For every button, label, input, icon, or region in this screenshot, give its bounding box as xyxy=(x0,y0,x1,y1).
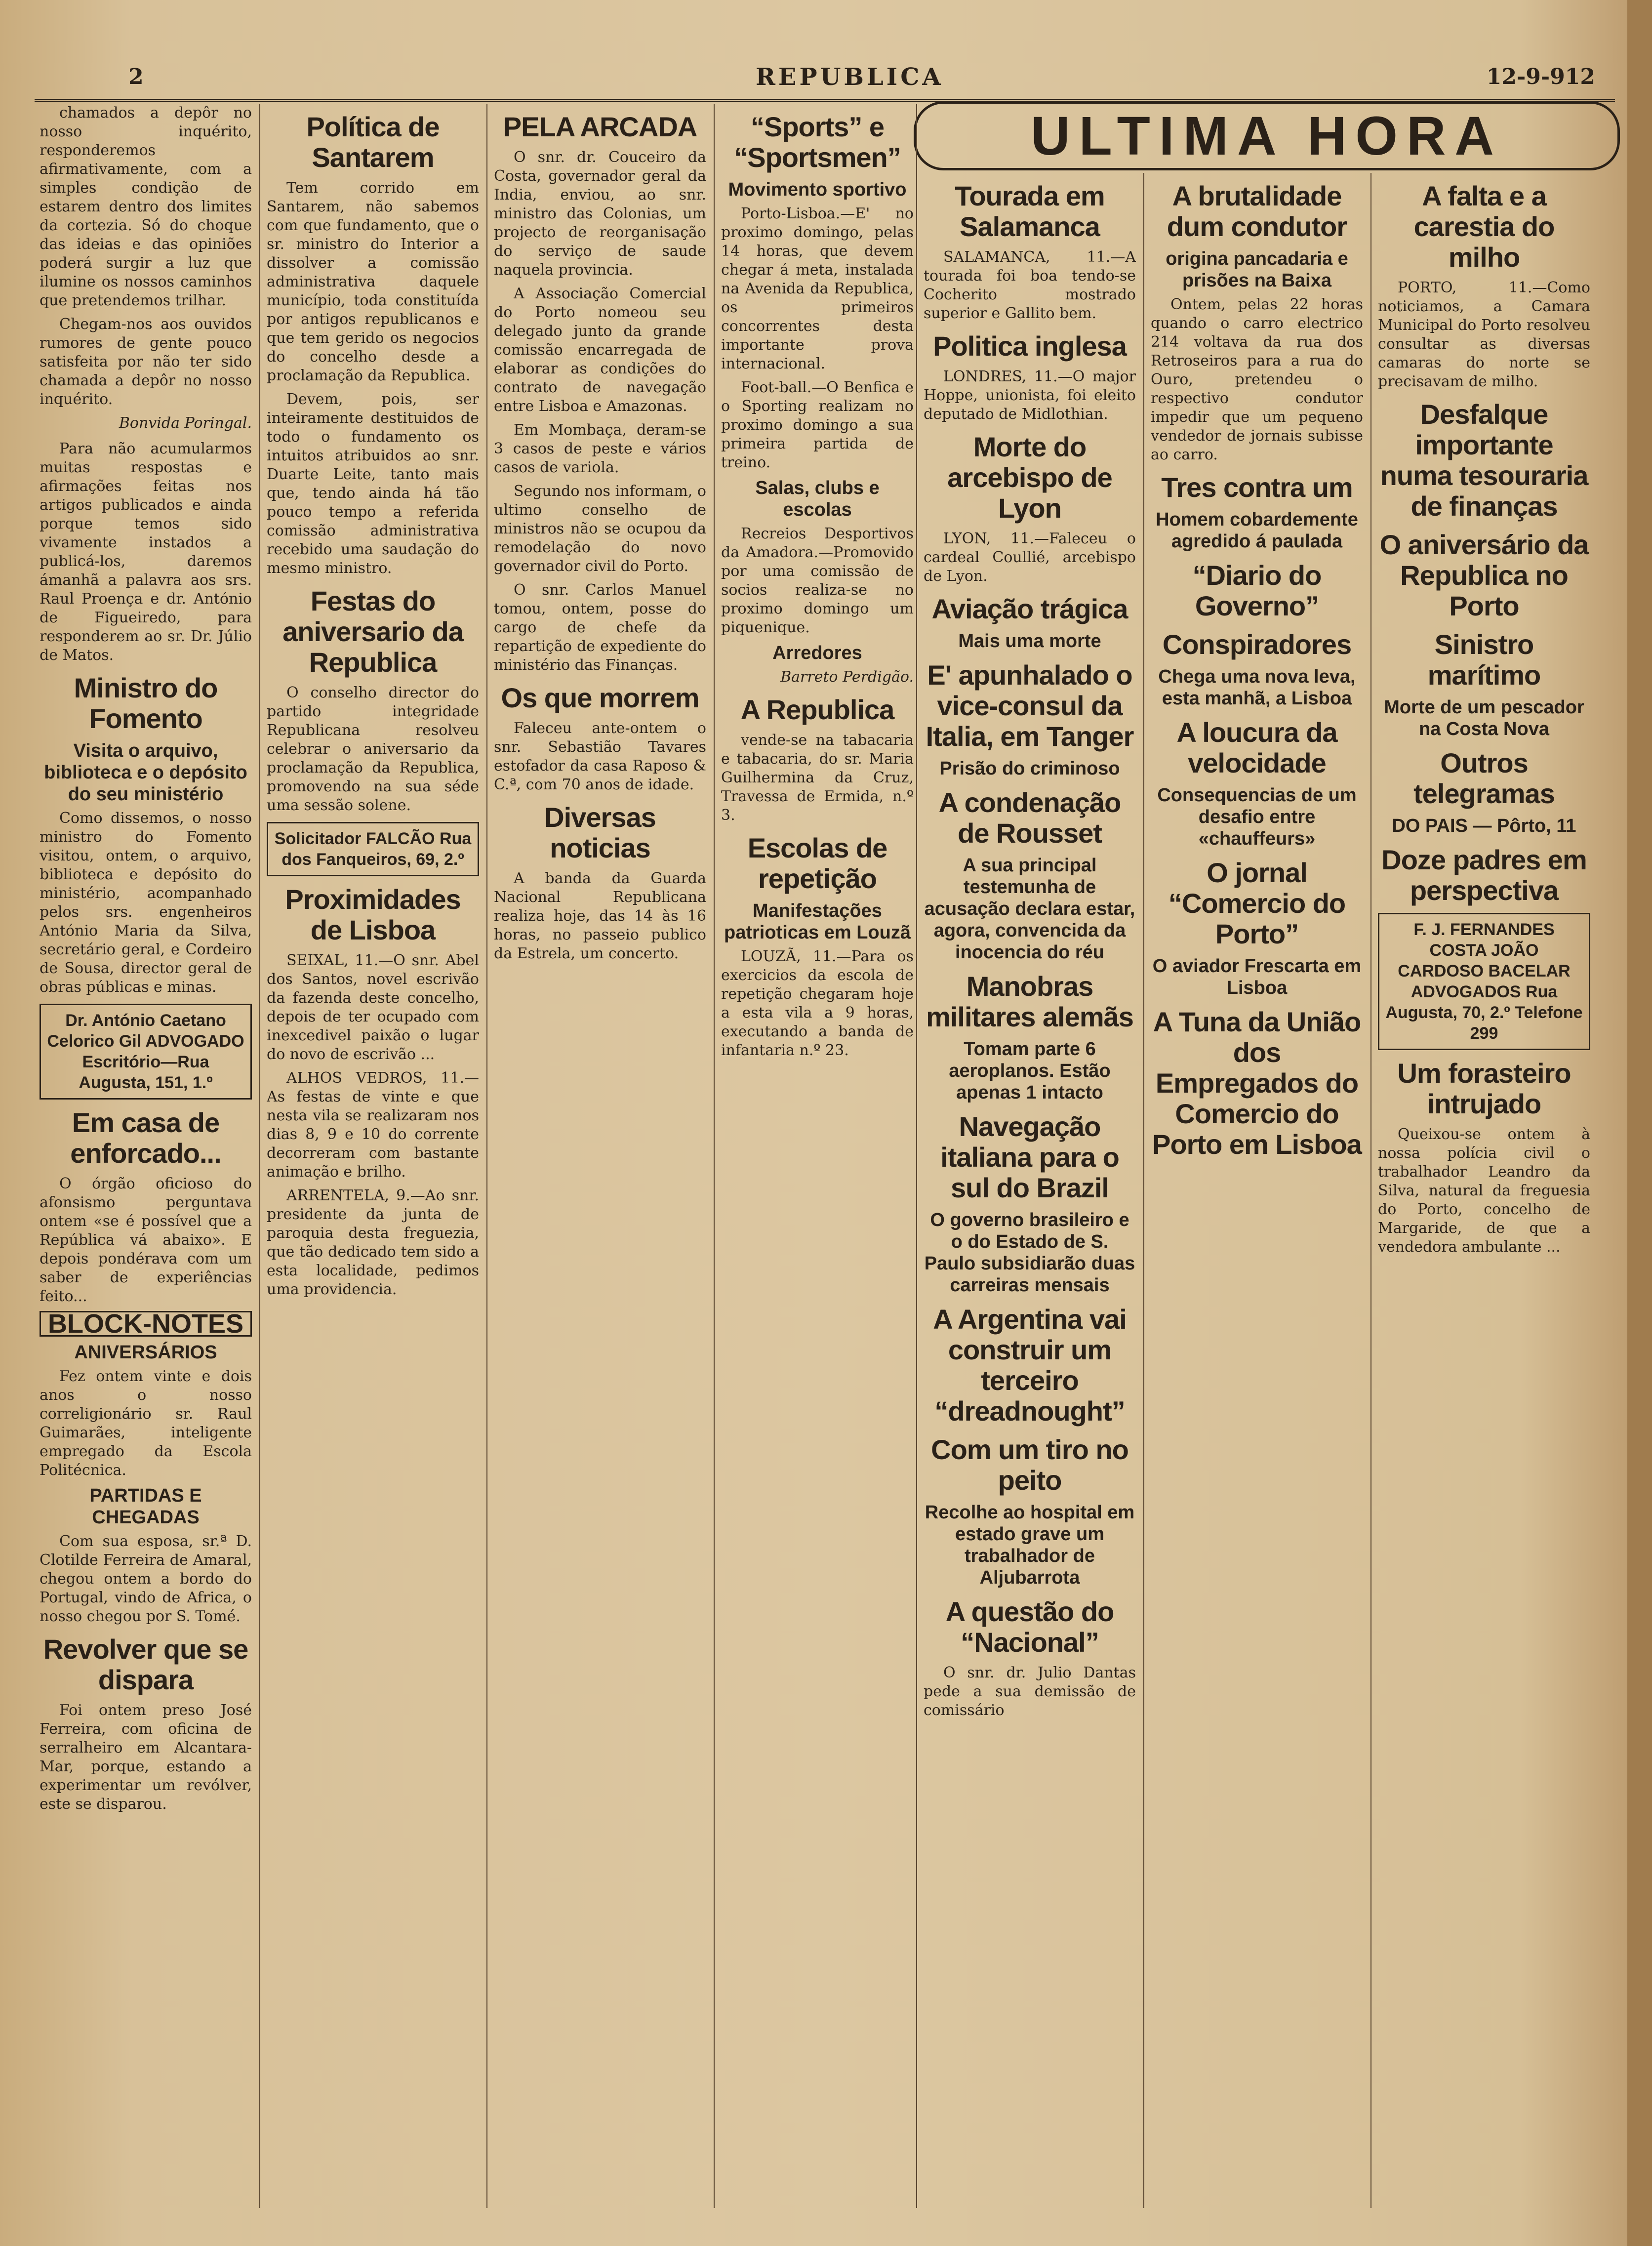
article-headline: Com um tiro no peito xyxy=(931,1434,1128,1496)
column-rule xyxy=(259,104,260,2208)
article-headline: Escolas de repetição xyxy=(747,832,887,894)
article-headline: A Republica xyxy=(740,694,894,725)
column-rule xyxy=(1370,173,1371,2208)
article-subheadline: Mais uma morte xyxy=(958,631,1101,652)
article-paragraph: Com sua esposa, sr.ª D. Clotilde Ferreira de Amaral, chegou ontem a bordo do Portugal, vindo de Africa, o nosso chegou por S. Tomé. xyxy=(40,1533,252,1625)
article-paragraph: ARRENTELA, 9.—Ao snr. presidente da junta de paroquia desta freguezia, que tão dedicado tem sido a esta localidade, pedimos uma providencia. xyxy=(267,1187,479,1298)
article-paragraph: Tem corrido em Santarem, não sabemos com que fundamento, que o sr. ministro do Interior a dissolver a comissão administrativa daquele município, toda constituída por antigos republicanos e que tem gerido os negocios do concelho desde a proclamação da Republica. xyxy=(267,179,479,384)
article-subheadline: Visita o arquivo, biblioteca e o depósito do seu ministério xyxy=(44,740,247,805)
article-headline: Os que morrem xyxy=(501,682,699,713)
page-number: 2 xyxy=(128,64,144,89)
advertisement: Solicitador FALCÃO Rua dos Fanqueiros, 69, 2.º xyxy=(267,822,479,876)
article-headline: Navegação italiana para o sul do Brazil xyxy=(940,1111,1119,1203)
article-headline: Revolver que se dispara xyxy=(43,1633,248,1695)
article-headline: E' apunhalado o vice-consul da Italia, em Tanger xyxy=(926,659,1134,752)
article-headline: Tres contra um xyxy=(1161,472,1353,503)
article-paragraph: O snr. dr. Julio Dantas pede a sua demissão de comissário xyxy=(924,1664,1136,1719)
article-paragraph: Queixou-se ontem à nossa polícia civil o trabalhador Leandro da Silva, natural da freguesia do Porto, concelho de Margaride, de que a vendedora ambulante ... xyxy=(1378,1126,1590,1256)
article-paragraph: A banda da Guarda Nacional Republicana realiza hoje, das 14 às 16 horas, no passeio publico da Estrela, um concerto. xyxy=(494,870,706,962)
article-paragraph: LYON, 11.—Faleceu o cardeal Coullié, arcebispo de Lyon. xyxy=(924,530,1136,585)
section-title: BLOCK-NOTES xyxy=(40,1311,252,1337)
article-subheadline: Consequencias de um desafio entre «chauffeurs» xyxy=(1157,785,1357,849)
article-headline: Morte do arcebispo de Lyon xyxy=(947,431,1112,524)
article-headline: O jornal “Comercio do Porto” xyxy=(1168,857,1346,949)
article-paragraph: Fez ontem vinte e dois anos o nosso correligionário sr. Raul Guimarães, inteligente empregado da Escola Politécnica. xyxy=(40,1368,252,1479)
article-subheadline: Movimento sportivo xyxy=(728,179,907,200)
article-headline: Manobras militares alemãs xyxy=(926,971,1133,1032)
advertisement: Dr. António Caetano Celorico Gil ADVOGADO Escritório—Rua Augusta, 151, 1.º xyxy=(40,1004,252,1100)
article-headline: Política de Santarem xyxy=(306,111,440,173)
paper-name: REPUBLICA xyxy=(756,63,944,91)
article-paragraph: SALAMANCA, 11.—A tourada foi boa tendo-se Cocherito mostrado superior e Gallito bem. xyxy=(924,248,1136,322)
article-subheadline: PARTIDAS E CHEGADAS xyxy=(89,1485,202,1528)
ultima-hora-banner: ULTIMA HORA xyxy=(914,101,1620,170)
article-subheadline: O aviador Frescarta em Lisboa xyxy=(1152,956,1362,998)
article-headline: PELA ARCADA xyxy=(503,111,697,142)
article-headline: Em casa de enforcado... xyxy=(70,1107,221,1169)
article-paragraph: Como dissemos, o nosso ministro do Fomento visitou, ontem, o arquivo, biblioteca e depósito do ministério, acompanhado pelos srs. engenheiros António Maria da Silva, secretário geral, e Cordeiro de Sousa, director geral de obras públicas e minas. xyxy=(40,810,252,996)
article-paragraph: Devem, pois, ser inteiramente destituidos de todo o fundamento os intuitos atribuidos ao snr. Duarte Leite, tanto mais que, tendo ainda há tão pouco tempo a referida comissão administrativa recebido uma saudação do mesmo ministro. xyxy=(267,391,479,577)
article-paragraph: Ontem, pelas 22 horas quando o carro electrico 214 voltava da rua dos Retroseiros para a rua do Ouro, pretendeu o respectivo condutor impedir que um pequeno vendedor de jornais subisse ao carro. xyxy=(1151,296,1363,463)
column-3 xyxy=(494,104,706,2208)
article-paragraph: SEIXAL, 11.—O snr. Abel dos Santos, novel escrivão da fazenda deste concelho, depois de ter ocupado com inexcedivel paixão o lugar do novo de escrivão ... xyxy=(267,952,479,1063)
article-headline: Doze padres em perspectiva xyxy=(1381,844,1587,906)
article-paragraph: PORTO, 11.—Como noticiamos, a Camara Municipal do Porto resolveu consultar as diversas camaras do norte se precisavam de milho. xyxy=(1378,279,1590,390)
column-4 xyxy=(721,104,914,2208)
article-paragraph: LONDRES, 11.—O major Hoppe, unionista, foi eleito deputado de Midlothian. xyxy=(924,368,1136,423)
article-subheadline: DO PAIS — Pôrto, 11 xyxy=(1392,816,1576,836)
article-subheadline: Tomam parte 6 aeroplanos. Estão apenas 1 intacto xyxy=(949,1039,1111,1103)
article-headline: Tourada em Salamanca xyxy=(955,180,1105,242)
article-headline: Proximidades de Lisboa xyxy=(285,884,461,945)
article-subheadline: ANIVERSÁRIOS xyxy=(74,1342,217,1363)
page-header xyxy=(35,54,1615,102)
article-paragraph: Faleceu ante-ontem o snr. Sebastião Tavares estofador da casa Raposo & C.ª, com 70 anos de idade. xyxy=(494,720,706,793)
article-paragraph: chamados a depôr no nosso inquérito, responderemos afirmativamente, com a simples condição de estarem dentro dos limites da cortezia. Só do choque das ideias e das opiniões poderá surgir a luz que ilumine os nossos caminhos que pretendemos trilhar. xyxy=(40,104,252,309)
column-2 xyxy=(267,104,479,2208)
article-paragraph: O snr. Carlos Manuel tomou, ontem, posse do cargo de chefe da repartição de expediente do ministério das Finanças. xyxy=(494,581,706,674)
article-headline: A loucura da velocidade xyxy=(1176,717,1337,778)
issue-date: 12-9-912 xyxy=(1486,64,1595,89)
article-paragraph: O órgão oficioso do afonsismo perguntava ontem «se é possível que a República vá abaixo». E depois pondérava com um saber de experiências feito... xyxy=(40,1175,252,1305)
article-subheadline: Salas, clubs e escolas xyxy=(755,478,880,520)
article-paragraph: Foi ontem preso José Ferreira, com oficina de serralheiro em Alcantara-Mar, porque, estando a experimentar um revólver, este se disparou. xyxy=(40,1702,252,1813)
column-1 xyxy=(40,104,252,2208)
article-subheadline: Chega uma nova leva, esta manhã, a Lisboa xyxy=(1158,666,1356,709)
article-headline: “Diario do Governo” xyxy=(1192,560,1322,621)
article-paragraph: vende-se na tabacaria e tabacaria, do sr. Maria Guilhermina da Cruz, Travessa de Ermida, n.º 3. xyxy=(721,732,914,824)
article-headline: A falta e a carestia do milho xyxy=(1413,180,1555,273)
article-signature: Barreto Perdigão. xyxy=(780,668,914,686)
article-subheadline: Arredores xyxy=(772,643,862,663)
column-rule xyxy=(1143,173,1144,2208)
article-subheadline: Manifestações patrioticas em Louzã xyxy=(724,900,911,943)
article-subheadline: origina pancadaria e prisões na Baixa xyxy=(1166,248,1348,291)
page-edge xyxy=(1627,0,1652,2246)
column-7 xyxy=(1378,173,1590,2208)
article-headline: A condenação de Rousset xyxy=(938,787,1121,849)
article-headline: Sinistro marítimo xyxy=(1427,629,1541,691)
article-headline: Desfalque importante numa tesouraria de finanças xyxy=(1380,399,1588,522)
advertisement: F. J. FERNANDES COSTA JOÃO CARDOSO BACELAR ADVOGADOS Rua Augusta, 70, 2.º Telefone 299 xyxy=(1378,913,1590,1050)
article-headline: Diversas noticias xyxy=(544,802,656,863)
article-headline: Aviação trágica xyxy=(931,593,1128,624)
article-paragraph: O snr. dr. Couceiro da Costa, governador geral da India, enviou, ao snr. ministro das Colonias, um projecto de reorganisação do serviço de saude naquela provincia. xyxy=(494,149,706,279)
article-paragraph: ALHOS VEDROS, 11.—As festas de vinte e que nesta vila se realizaram nos dias 8, 9 e 10 do corrente decorreram com bastante animação e brilho. xyxy=(267,1069,479,1181)
article-paragraph: Porto-Lisboa.—E' no proximo domingo, pelas 14 horas, que devem chegar á meta, instalada na Avenida da Republica, os primeiros concorrentes desta importante prova internacional. xyxy=(721,205,914,372)
article-subheadline: A sua principal testemunha de acusação declara estar, agora, convencida da inocencia do réu xyxy=(924,855,1135,963)
article-signature: Bonvida Poringal. xyxy=(119,414,252,432)
article-paragraph: LOUZÃ, 11.—Para os exercicios da escola de repetição chegaram hoje a esta vila a 9 horas, executando a banda de infantaria n.º 23. xyxy=(721,948,914,1059)
article-headline: A Tuna da União dos Empregados do Comercio do Porto em Lisboa xyxy=(1152,1006,1362,1160)
article-subheadline: O governo brasileiro e o do Estado de S. Paulo subsidiarão duas carreiras mensais xyxy=(924,1210,1135,1296)
article-headline: O aniversário da Republica no Porto xyxy=(1379,529,1589,621)
article-headline: Conspiradores xyxy=(1162,629,1352,660)
article-paragraph: Chegam-nos aos ouvidos rumores de gente pouco satisfeita por não ter sido chamada a depôr no nosso inquérito. xyxy=(40,316,252,408)
article-headline: A questão do “Nacional” xyxy=(945,1596,1114,1658)
article-subheadline: Homem cobardemente agredido á paulada xyxy=(1156,509,1358,552)
column-rule xyxy=(714,104,715,2208)
column-6 xyxy=(1151,173,1363,2208)
article-headline: “Sports” e “Sportsmen” xyxy=(734,111,901,173)
column-5 xyxy=(924,173,1136,2208)
article-paragraph: A Associação Comercial do Porto nomeou seu delegado junto da grande comissão encarregada de elaborar as condições do contrato de navegação entre Lisboa e Amazonas. xyxy=(494,285,706,415)
article-paragraph: Segundo nos informam, o ultimo conselho de ministros não se ocupou da remodelação do novo governador civil do Porto. xyxy=(494,483,706,575)
article-headline: Politica inglesa xyxy=(933,330,1127,362)
article-paragraph: Em Mombaça, deram-se 3 casos de peste e vários casos de variola. xyxy=(494,421,706,476)
article-headline: Ministro do Fomento xyxy=(74,672,218,734)
column-rule xyxy=(486,104,487,2208)
article-headline: Outros telegramas xyxy=(1413,747,1555,809)
article-paragraph: Recreios Desportivos da Amadora.—Promovido por uma comissão de socios realiza-se no proximo domingo um piquenique. xyxy=(721,525,914,636)
article-headline: A brutalidade dum condutor xyxy=(1167,180,1347,242)
article-subheadline: Prisão do criminoso xyxy=(939,758,1120,779)
article-headline: Um forasteiro intrujado xyxy=(1397,1058,1571,1119)
article-paragraph: Para não acumularmos muitas respostas e afirmações feitas nos artigos publicados e ainda porque temos sido vivamente instados a publicá-los, daremos ámanhã a palavra aos srs. Raul Proença e dr. António de Figueiredo, para responderem ao sr. Dr. Júlio de Matos. xyxy=(40,440,252,664)
article-paragraph: O conselho director do partido integridade Republicana resolveu celebrar o aniversario da proclamação da Republica, promovendo na sua séde uma sessão solene. xyxy=(267,684,479,814)
article-headline: A Argentina vai construir um terceiro “dreadnought” xyxy=(933,1304,1127,1427)
article-subheadline: Recolhe ao hospital em estado grave um trabalhador de Aljubarrota xyxy=(925,1502,1135,1588)
article-paragraph: Foot-ball.—O Benfica e o Sporting realizam no proximo domingo a sua primeira partida de treino. xyxy=(721,379,914,471)
article-headline: Festas do aniversario da Republica xyxy=(282,585,463,678)
article-subheadline: Morte de um pescador na Costa Nova xyxy=(1384,697,1584,739)
column-rule xyxy=(916,104,917,2208)
